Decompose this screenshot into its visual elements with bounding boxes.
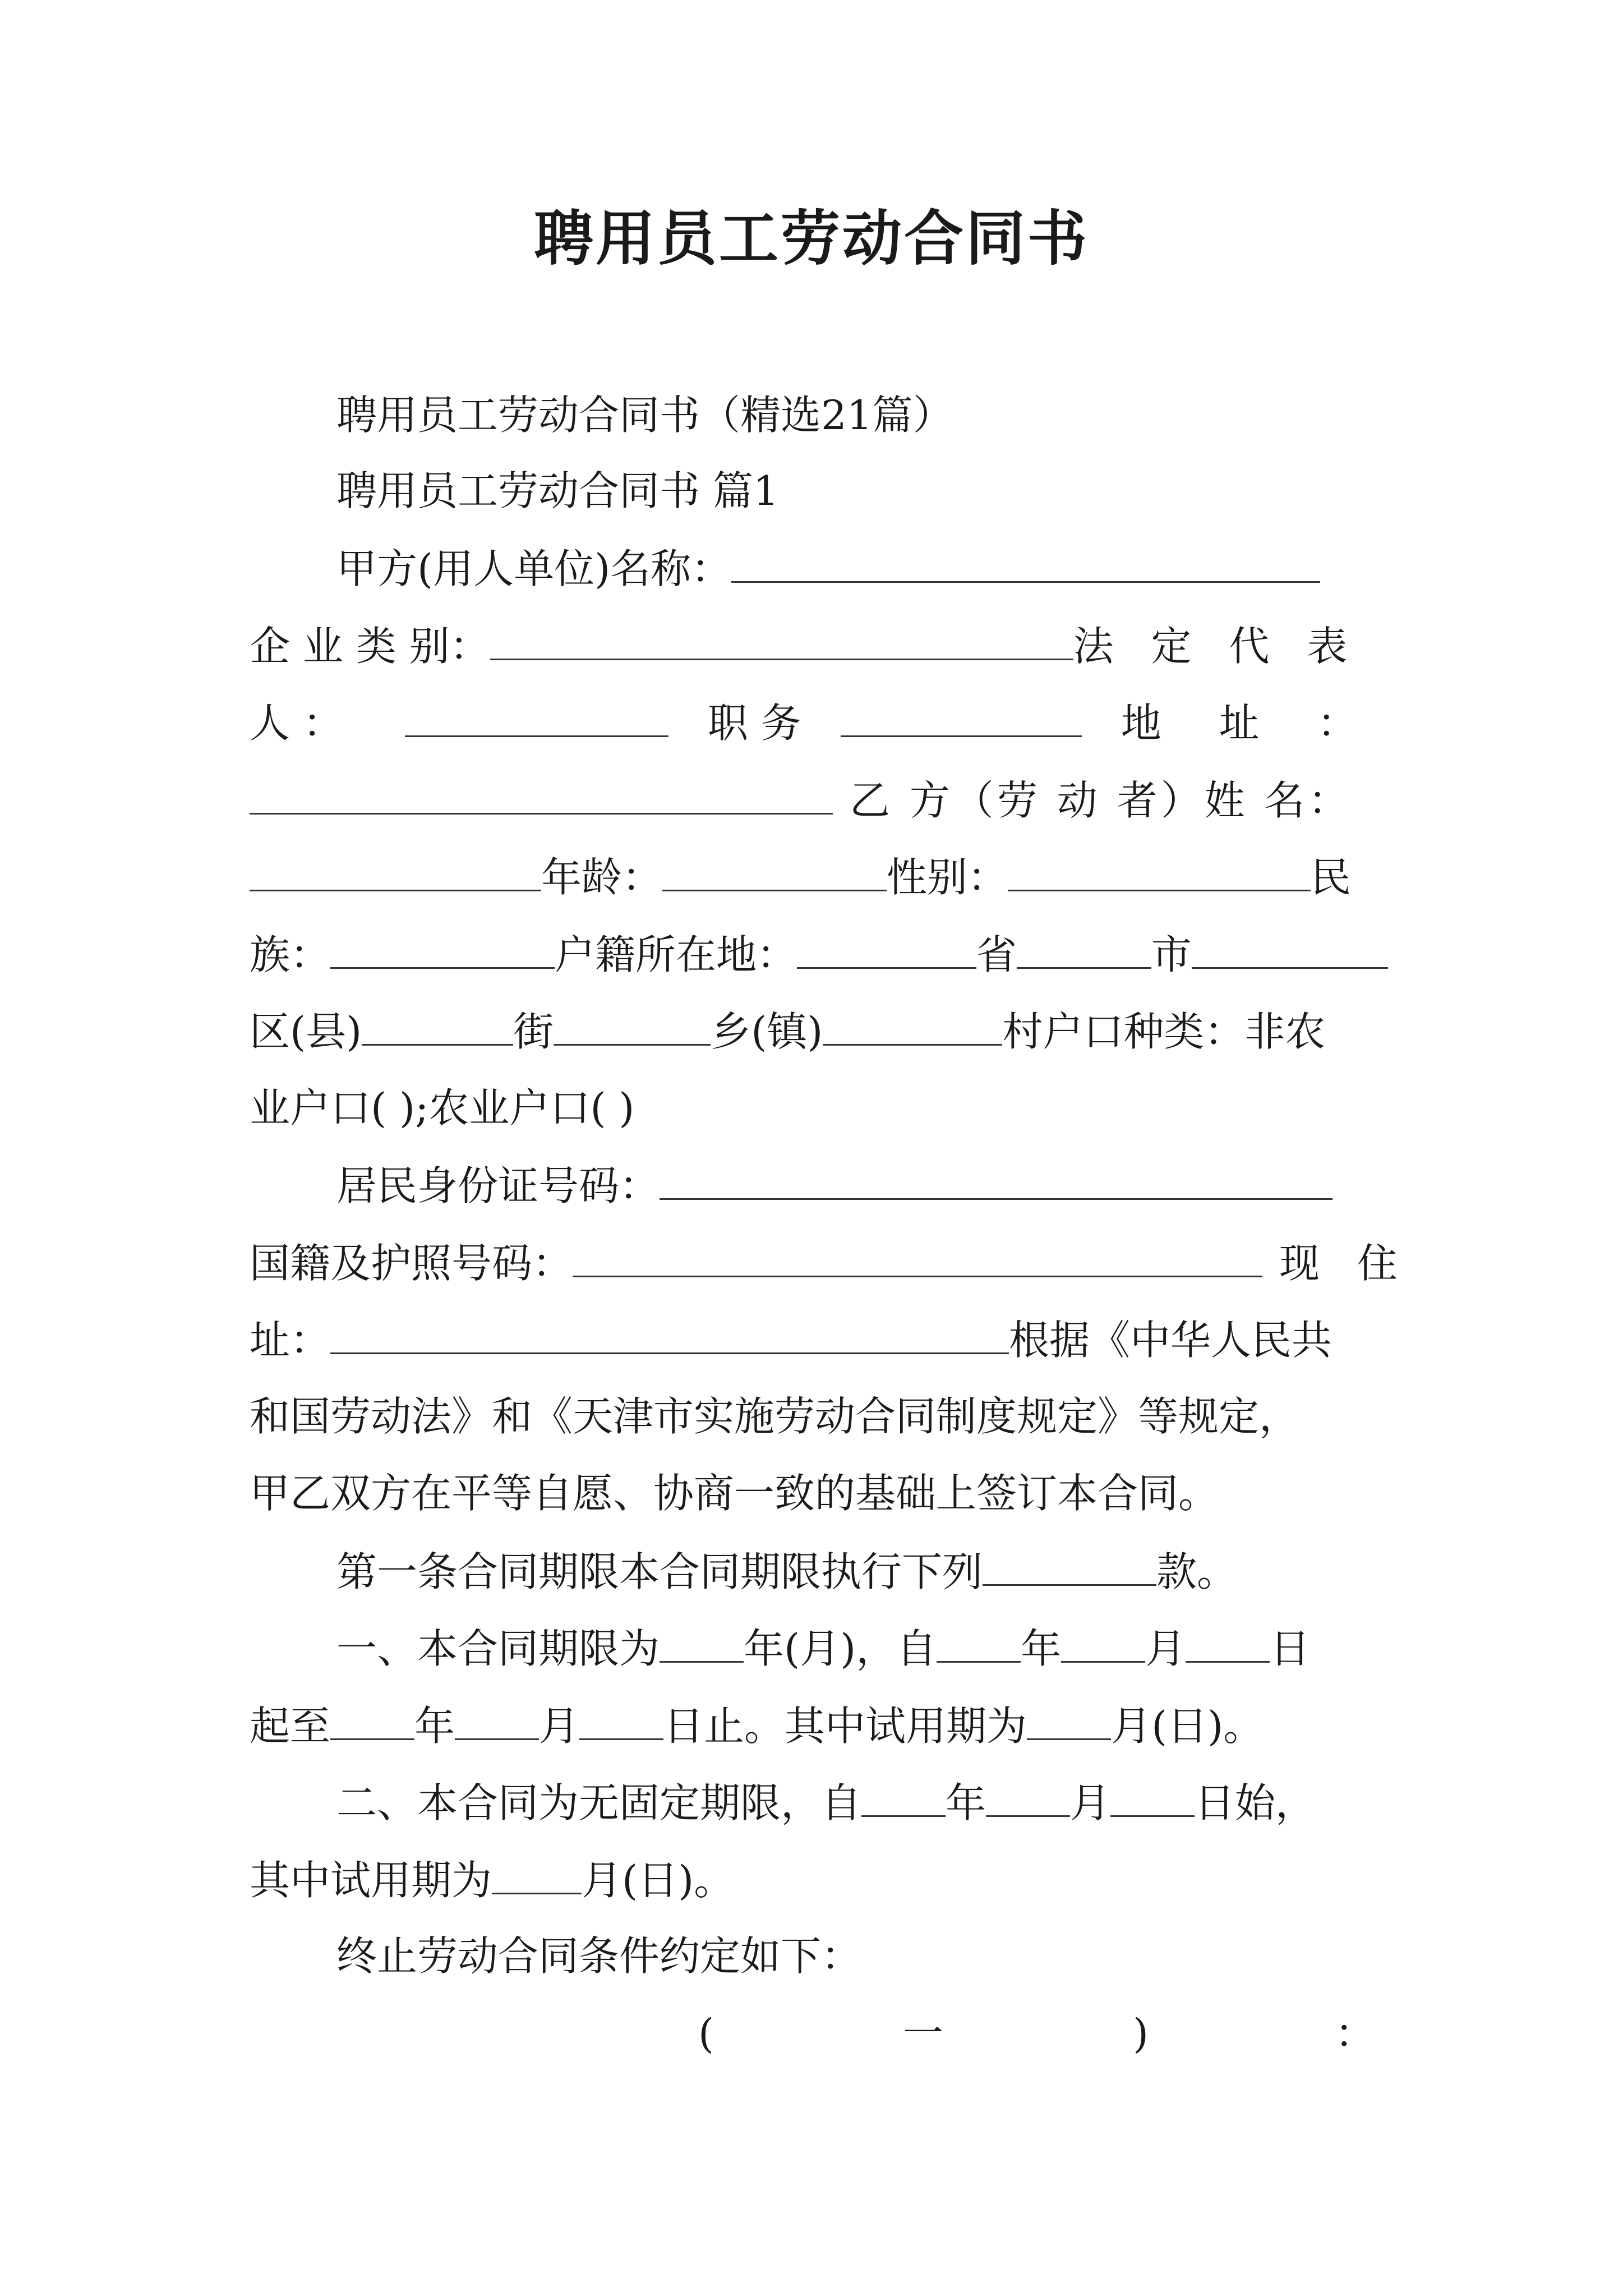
year-label: 年 — [1021, 1625, 1062, 1672]
enum-open: ( — [698, 2010, 714, 2057]
year-label: 年 — [946, 1779, 986, 1826]
probation-label: 日止。其中试用期为 — [663, 1703, 1027, 1750]
passport-blank[interactable] — [573, 1234, 1262, 1277]
month-label: 月 — [539, 1703, 580, 1750]
party-a-line — [336, 540, 1320, 597]
article-1-suffix: 款。 — [1156, 1548, 1238, 1595]
hukou-line: 业户口( );农业户口( ) — [250, 1084, 635, 1131]
start-day-blank[interactable] — [1186, 1619, 1270, 1663]
probation-label: 其中试用期为 — [250, 1857, 492, 1904]
passport-label: 国籍及护照号码： — [250, 1240, 573, 1287]
ethnic-blank[interactable] — [330, 926, 555, 969]
until-label: 起至 — [250, 1703, 331, 1750]
person-label: 人 ： — [250, 700, 343, 747]
enum-close: ) — [1133, 2010, 1149, 2057]
ethnic-label-1: 民 — [1311, 854, 1352, 901]
passport-line — [250, 1234, 1410, 1291]
street-label: 街 — [513, 1008, 554, 1055]
subtitle: 聘用员工劳动合同书（精选21篇） — [336, 392, 953, 439]
age-line — [250, 848, 1351, 905]
province-label: 省 — [976, 931, 1017, 978]
start-month-blank[interactable] — [1061, 1619, 1145, 1663]
year-label: 年 — [414, 1703, 455, 1750]
age-label: 年龄： — [541, 854, 663, 901]
item-2-probation-line — [250, 1851, 734, 1908]
item-1-text: 一、本合同期限为 — [336, 1625, 660, 1672]
open-month-blank[interactable] — [986, 1774, 1070, 1817]
term-blank[interactable] — [660, 1619, 744, 1663]
probation-unit: 月(日)。 — [582, 1857, 735, 1904]
address-label: 地 址 ： — [1121, 700, 1380, 747]
id-number-label: 居民身份证号码： — [336, 1162, 660, 1209]
article-1-text: 第一条合同期限本合同期限执行下列 — [336, 1548, 983, 1595]
residence-label-2: 址： — [250, 1317, 331, 1364]
province-blank[interactable] — [797, 926, 976, 969]
residence-line — [250, 1311, 1332, 1368]
end-day-blank[interactable] — [579, 1697, 663, 1740]
basis-text-3: 甲乙双方在平等自愿、协商一致的基础上签订本合同。 — [250, 1470, 1219, 1517]
party-a-blank[interactable] — [731, 540, 1320, 583]
position-blank[interactable] — [841, 694, 1082, 737]
basis-text-2: 和国劳动法》和《天津市实施劳动合同制度规定》等规定， — [250, 1393, 1300, 1440]
document-title: 聘用员工劳动合同书 — [534, 203, 1089, 273]
party-a-label: 甲方(用人单位)名称： — [336, 545, 732, 592]
item-2-line — [336, 1774, 1316, 1831]
village-blank[interactable] — [823, 1002, 1002, 1046]
termination-heading: 终止劳动合同条件约定如下： — [336, 1932, 862, 1980]
party-b-line — [250, 771, 1352, 829]
start-year-blank[interactable] — [937, 1619, 1021, 1663]
id-line — [336, 1157, 1332, 1214]
probation-blank[interactable] — [1027, 1697, 1111, 1740]
article-1-line — [336, 1543, 1237, 1600]
district-blank[interactable] — [1192, 926, 1388, 969]
enum-colon: ： — [1335, 2010, 1376, 2057]
item-1-end-line — [250, 1697, 1264, 1754]
ethnic-label-2: 族： — [250, 931, 331, 978]
enterprise-type-label: 企 业 类 别： — [250, 623, 490, 670]
end-month-blank[interactable] — [455, 1697, 539, 1740]
rep-line — [250, 694, 1380, 751]
item-2-text: 二、本合同为无固定期限，自 — [336, 1779, 862, 1826]
enum-number: 一 — [903, 2010, 944, 2057]
city-label: 市 — [1151, 931, 1192, 978]
legal-rep-label: 法 定 代 表 — [1073, 623, 1360, 670]
gender-label: 性别： — [887, 854, 1008, 901]
address-detail-line — [250, 1002, 1325, 1060]
position-label: 职 务 — [707, 700, 801, 747]
article-1-blank[interactable] — [983, 1543, 1156, 1586]
household-label: 户籍所在地： — [555, 931, 797, 978]
month-label: 月 — [1070, 1779, 1111, 1826]
probation-unit: 月(日)。 — [1111, 1703, 1264, 1750]
district-label: 区(县) — [250, 1008, 362, 1055]
town-blank[interactable] — [554, 1002, 711, 1046]
basis-text-1: 根据《中华人民共 — [1009, 1317, 1332, 1364]
age-blank[interactable] — [662, 848, 887, 891]
village-label: 村户口种类：非农 — [1002, 1008, 1326, 1055]
street-blank[interactable] — [362, 1002, 513, 1046]
item-1-line — [336, 1619, 1310, 1677]
open-year-blank[interactable] — [861, 1774, 946, 1817]
section-heading: 聘用员工劳动合同书 篇1 — [336, 467, 779, 514]
address-blank[interactable] — [250, 771, 833, 815]
month-label: 月 — [1145, 1625, 1186, 1672]
party-b-label: 乙 方（劳 动 者）姓 名： — [850, 777, 1352, 824]
name-blank[interactable] — [250, 848, 541, 891]
enterprise-type-blank[interactable] — [490, 617, 1073, 660]
legal-rep-blank[interactable] — [405, 694, 668, 737]
open-day-blank[interactable] — [1110, 1774, 1195, 1817]
item-1-unit: 年(月)，自 — [744, 1625, 937, 1672]
enterprise-line — [250, 617, 1359, 674]
city-blank[interactable] — [1017, 926, 1151, 969]
town-label: 乡(镇) — [711, 1008, 823, 1055]
id-number-blank[interactable] — [660, 1157, 1332, 1200]
end-year-blank[interactable] — [330, 1697, 414, 1740]
household-line — [250, 926, 1388, 983]
start-label: 日始， — [1195, 1779, 1316, 1826]
residence-label-1: 现 住 — [1279, 1240, 1410, 1287]
open-probation-blank[interactable] — [492, 1851, 582, 1894]
day-label: 日 — [1270, 1625, 1311, 1672]
residence-blank[interactable] — [330, 1311, 1009, 1354]
gender-blank[interactable] — [1008, 848, 1311, 891]
